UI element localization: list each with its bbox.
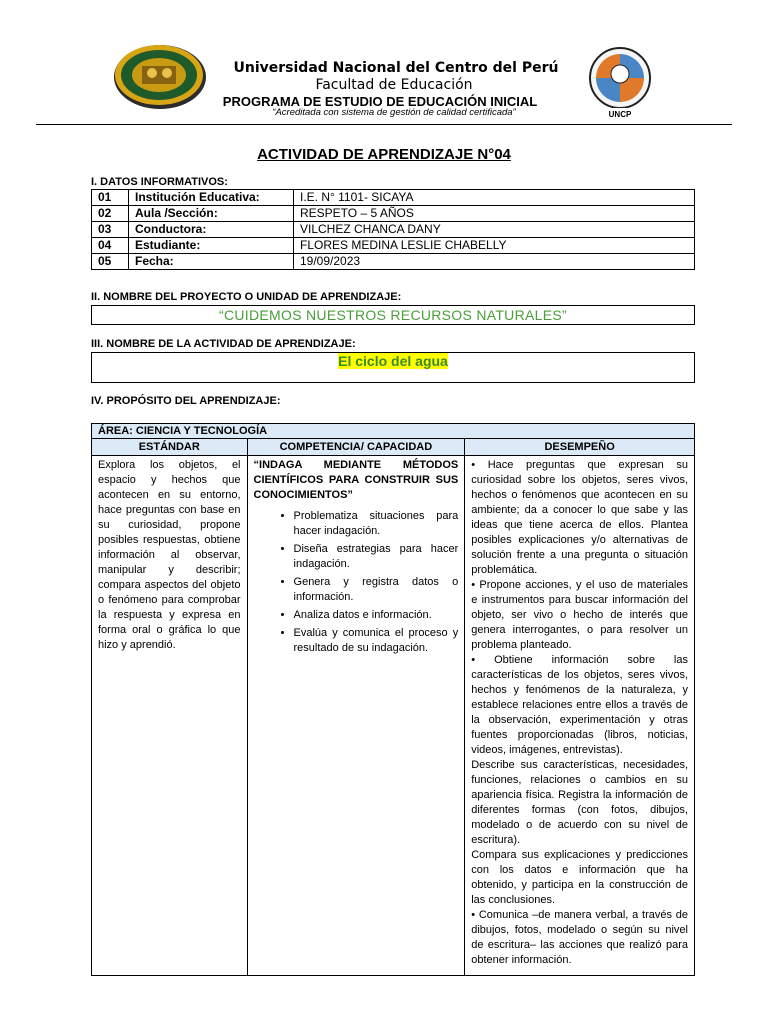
estandar-cell [92, 456, 248, 976]
desempeno-paragraph: Compara sus explicaciones y predicciones con los datos e información que ha obtenido, y participa en la construcción de las conclusiones. [471, 849, 688, 906]
list-item: • Genera y registra datos o información. [294, 575, 459, 605]
list-item: • Diseña estrategias para hacer indagación. [294, 542, 459, 572]
row-value: VILCHEZ CHANCA DANY [294, 222, 695, 238]
activity-name-box [91, 352, 695, 383]
desempeno-paragraph: Describe sus características, necesidades, funciones, relaciones o cambios en su apariencia física. Registra la información de diferentes formas (con fotos, dibujos, modelado o de acuerdo con su nivel de escritura). [471, 759, 688, 846]
estandar-text: Explora los objetos, el espacio y hechos que acontecen en su entorno, hace preguntas con base en su curiosidad, propone posibles respuestas, obtiene información al observar, manipular y describir; compara aspectos del objeto o fenómeno para comprobar la respuesta y expresa en forma oral o gráfica lo que hizo y aprendió. [98, 459, 241, 651]
area-title: ÁREA: CIENCIA Y TECNOLOGÍA [92, 424, 695, 439]
row-key: Fecha: [129, 254, 294, 270]
desempeno-cell [465, 456, 695, 976]
row-key: Aula /Sección: [129, 206, 294, 222]
capacidades-list [254, 509, 459, 656]
competencia-title: “INDAGA MEDIANTE MÉTODOS CIENTÍFICOS PARA CONSTRUIR SUS CONOCIMIENTOS” [253, 459, 459, 501]
row-number: 03 [92, 222, 129, 238]
desempeno-paragraph: • Propone acciones, y el uso de materiales e instrumentos para buscar información del objeto, ser vivo o hecho de interés que genera interrogantes, o para resolver un problema planteado. [471, 579, 688, 651]
row-key: Institución Educativa: [129, 190, 294, 206]
document-title: ACTIVIDAD DE APRENDIZAJE N°04 [257, 146, 511, 163]
list-item: • Problematiza situaciones para hacer indagación. [294, 509, 459, 539]
row-value: I.E. N° 1101- SICAYA [294, 190, 695, 206]
header-desempeno: DESEMPEÑO [465, 439, 695, 456]
accreditation-note: “Acreditada con sistema de gestión de calidad certificada” [272, 107, 516, 118]
table-row [92, 190, 695, 206]
project-name: “CUIDEMOS NUESTROS RECURSOS NATURALES” [91, 305, 695, 325]
section-actividad-heading: III. NOMBRE DE LA ACTIVIDAD DE APRENDIZAJE: [91, 338, 356, 350]
header-divider [36, 124, 732, 125]
row-number: 04 [92, 238, 129, 254]
table-row [92, 222, 695, 238]
header-competencia: COMPETENCIA/ CAPACIDAD [247, 439, 465, 456]
row-value: 19/09/2023 [294, 254, 695, 270]
desempeno-paragraph: • Hace preguntas que expresan su curiosidad sobre los objetos, seres vivos, hechos o fenómenos que acontecen en su ambiente; da a conocer lo que sabe y las ideas que tiene acerca de ellos. Plantea posibles explicaciones y/o alternativas de solución frente a una pregunta o situación problemática. [471, 459, 688, 576]
activity-name: El ciclo del agua [338, 353, 448, 369]
row-number: 01 [92, 190, 129, 206]
header-estandar: ESTÁNDAR [92, 439, 248, 456]
list-item: • Evalúa y comunica el proceso y resultado de su indagación. [294, 626, 459, 656]
program-name: PROGRAMA DE ESTUDIO DE EDUCACIÓN INICIAL [222, 94, 538, 109]
row-value: RESPETO – 5 AÑOS [294, 206, 695, 222]
section-proyecto-heading: II. NOMBRE DEL PROYECTO O UNIDAD DE APRENDIZAJE: [91, 291, 402, 303]
row-number: 05 [92, 254, 129, 270]
svg-text:UNCP: UNCP [608, 110, 632, 119]
competencia-cell [247, 456, 465, 976]
datos-table [91, 189, 695, 270]
purpose-table [91, 423, 695, 976]
table-row [92, 238, 695, 254]
row-key: Estudiante: [129, 238, 294, 254]
desempeno-paragraph: • Comunica –de manera verbal, a través de dibujos, fotos, modelado o según su nivel de escritura– las acciones que realizó para obtener información. [471, 909, 688, 966]
row-key: Conductora: [129, 222, 294, 238]
desempeno-paragraph: • Obtiene información sobre las características de los objetos, seres vivos, hechos y fenómenos de la naturaleza, y establece relaciones entre ellos a través de la observación, experimentación y otras fuentes proporcionadas (libros, noticias, videos, imágenes, entrevistas). [471, 654, 688, 756]
section-proposito-heading: IV. PROPÓSITO DEL APRENDIZAJE: [91, 395, 281, 407]
row-number: 02 [92, 206, 129, 222]
row-value: FLORES MEDINA LESLIE CHABELLY [294, 238, 695, 254]
table-row [92, 206, 695, 222]
section-datos-heading: I. DATOS INFORMATIVOS: [91, 176, 228, 188]
faculty-name: Facultad de Educación [315, 77, 473, 93]
list-item: • Analiza datos e información. [294, 608, 459, 623]
table-row [92, 254, 695, 270]
university-name: Universidad Nacional del Centro del Perú [233, 60, 559, 76]
